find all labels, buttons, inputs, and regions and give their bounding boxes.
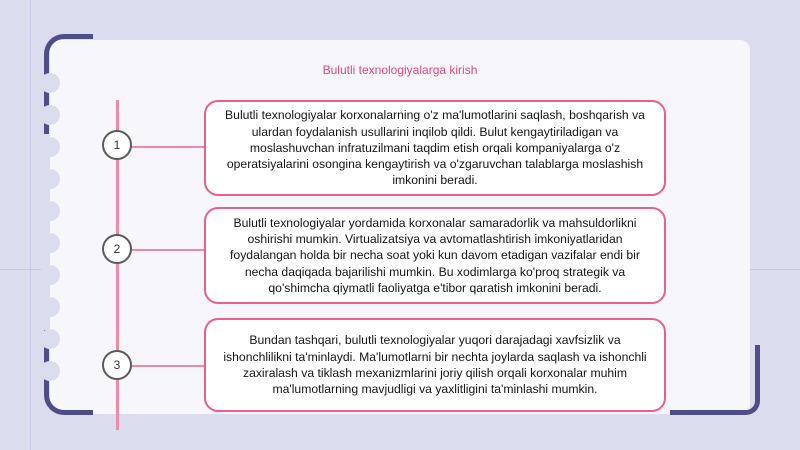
step-number: 1 — [113, 138, 121, 152]
step-number: 2 — [113, 242, 121, 256]
notebook-hole — [40, 297, 60, 317]
notebook-hole — [40, 361, 60, 381]
step-text-box — [204, 318, 666, 412]
step-text: Bundan tashqari, bulutli texnologiyalar yuqori darajadagi xavfsizlik va ishonchlilikni ta'minlaydi. Ma'lumotlarni bir nechta joylarda saqlash va ishonchli zaxiralash va tiklash mexanizmlarini joriy qilish orqali korxonalar muhim ma'lumotlarning mavjudligi va yaxlitligini ta'minlashi mumkin. — [223, 333, 647, 397]
notebook-hole — [40, 169, 60, 189]
notebook-hole — [40, 137, 60, 157]
slide-title: Bulutli texnologiyalarga kirish — [322, 63, 478, 77]
notebook-hole — [40, 201, 60, 221]
notebook-hole — [40, 105, 60, 125]
step-text: Bulutli texnologiyalar yordamida korxonalar samaradorlik va mahsuldorlikni oshirishi mumkin. Virtualizatsiya va avtomatlashtirish imkoniyatlaridan foydalangan holda bir necha soat yoki kun davom etadigan vazifalar endi bir necha daqiqada bajarilishi mumkin. Bu xodimlarga ko'proq strategik va qo'shimcha qiymatli faoliyatga e'tibor qaratish imkonini beradi. — [230, 215, 640, 295]
step-number-badge — [102, 130, 132, 160]
notebook-hole — [40, 329, 60, 349]
step-text: Bulutli texnologiyalar korxonalarning o'z ma'lumotlarini saqlash, boshqarish va ulardan foydalanish usullarini inqilob qildi. Bulut kengaytiriladigan va moslashuvchan infratuzilmani taqdim etish orqali kompaniyalarga o'z operatsiyalarini osongina kengaytirish va o'zgaruvchan talablarga moslashish imkonini beradi. — [225, 108, 645, 188]
notebook-hole — [40, 265, 60, 285]
step-text-box — [204, 207, 666, 304]
frame-corner-bottom-right — [670, 345, 760, 415]
notebook-hole — [40, 233, 60, 253]
step-number-badge — [102, 234, 132, 264]
step-text-box — [204, 100, 666, 196]
step-number-badge — [102, 350, 132, 380]
step-number: 3 — [113, 358, 121, 372]
